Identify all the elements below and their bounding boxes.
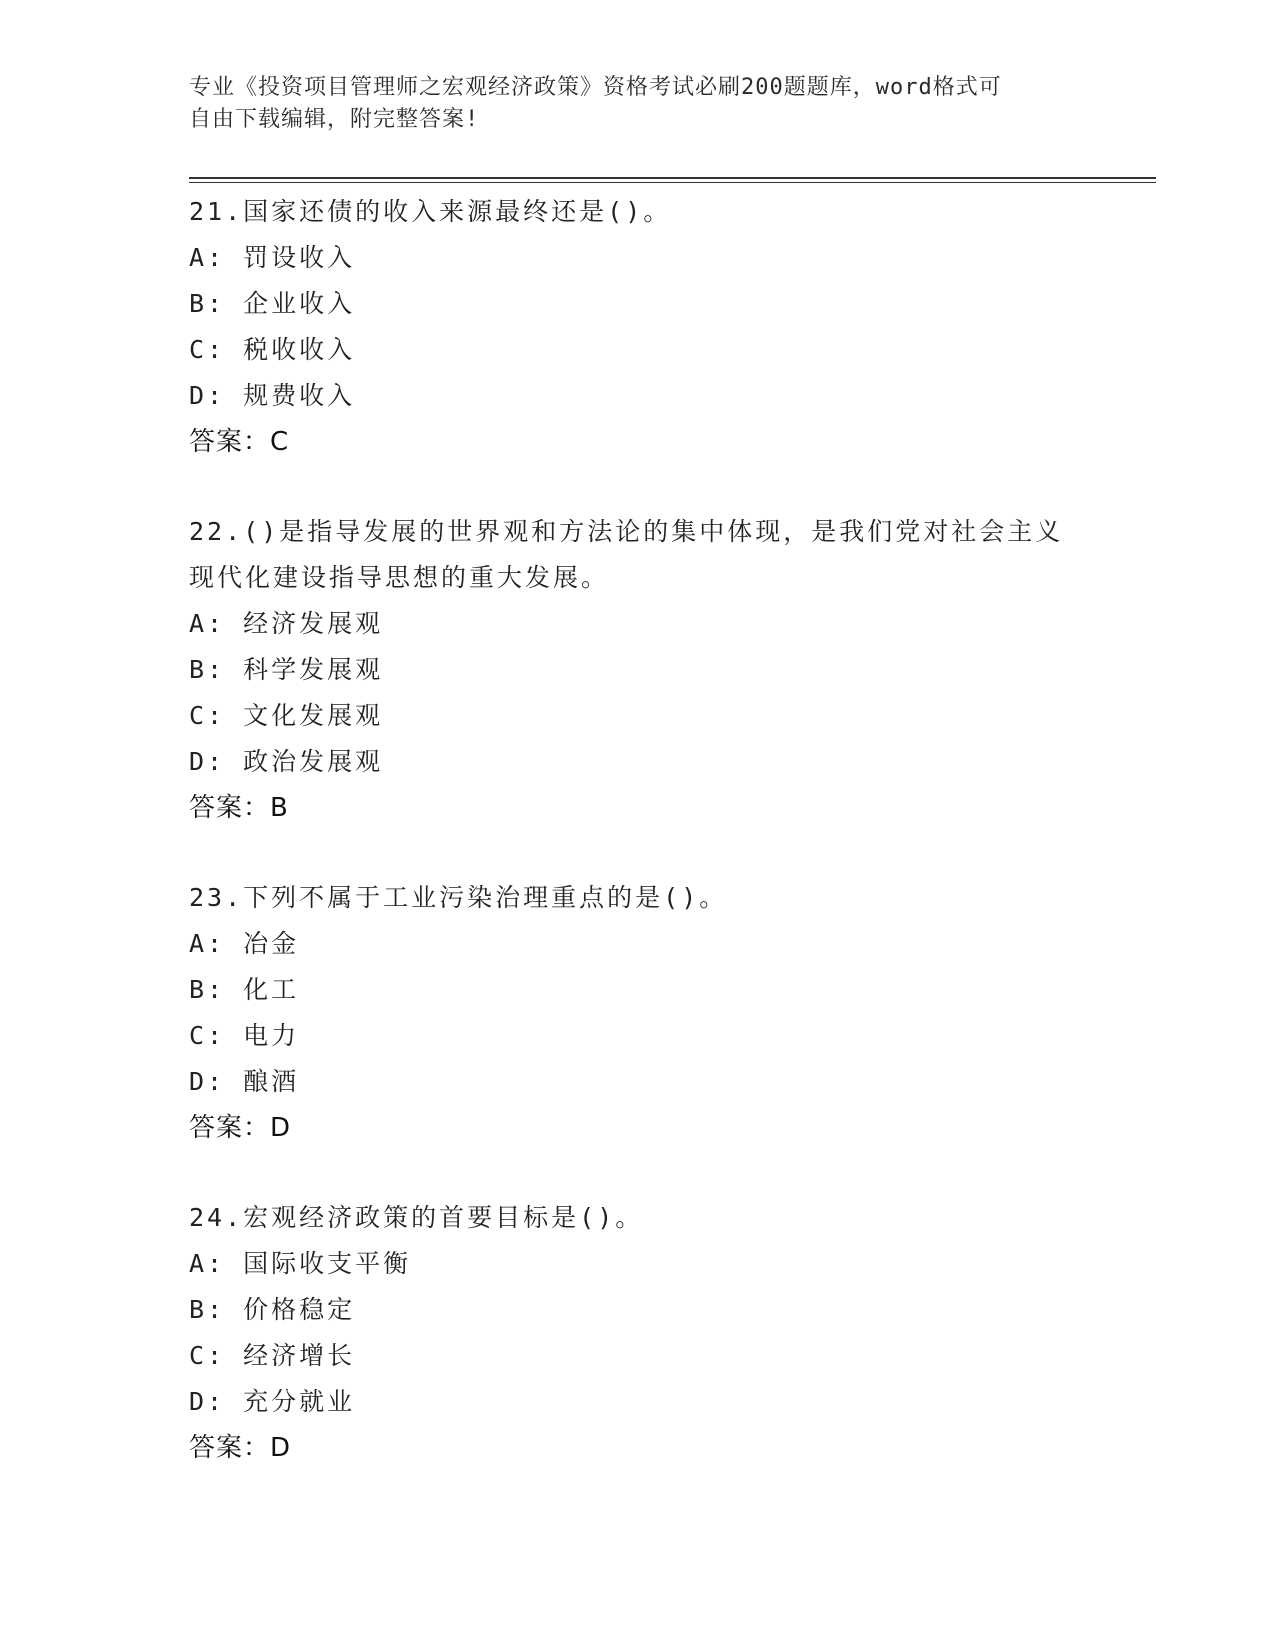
question-stem: 21.国家还债的收入来源最终还是()。 bbox=[189, 197, 672, 226]
question-23 bbox=[189, 875, 1089, 1151]
header-line-1: 专业《投资项目管理师之宏观经济政策》资格考试必刷200题题库，word格式可 bbox=[189, 75, 1002, 100]
option-a: A: 罚设收入 bbox=[189, 243, 356, 272]
header-divider-thick bbox=[189, 177, 1156, 179]
option-b: B: 企业收入 bbox=[189, 289, 356, 318]
question-24 bbox=[189, 1195, 1089, 1471]
option-b: B: 科学发展观 bbox=[189, 655, 384, 684]
option-a: A: 国际收支平衡 bbox=[189, 1249, 412, 1278]
question-21 bbox=[189, 189, 1089, 465]
header-divider-thin bbox=[189, 182, 1156, 183]
option-a: A: 经济发展观 bbox=[189, 609, 384, 638]
answer-line: 答案：D bbox=[189, 1113, 292, 1143]
question-list bbox=[189, 189, 1089, 1515]
question-stem: 24.宏观经济政策的首要目标是()。 bbox=[189, 1203, 644, 1232]
option-a: A: 冶金 bbox=[189, 929, 300, 958]
header-line-2: 自由下载编辑，附完整答案! bbox=[189, 107, 480, 132]
option-c: C: 经济增长 bbox=[189, 1341, 356, 1370]
option-b: B: 化工 bbox=[189, 975, 300, 1004]
option-b: B: 价格稳定 bbox=[189, 1295, 356, 1324]
answer-line: 答案：B bbox=[189, 793, 289, 823]
option-d: D: 充分就业 bbox=[189, 1387, 356, 1416]
option-d: D: 规费收入 bbox=[189, 381, 356, 410]
option-c: C: 税收收入 bbox=[189, 335, 356, 364]
option-d: D: 酿酒 bbox=[189, 1067, 300, 1096]
option-d: D: 政治发展观 bbox=[189, 747, 384, 776]
answer-line: 答案：C bbox=[189, 427, 290, 457]
document-header bbox=[189, 72, 1089, 136]
question-stem: 23.下列不属于工业污染治理重点的是()。 bbox=[189, 883, 728, 912]
question-stem: 22.()是指导发展的世界观和方法论的集中体现，是我们党对社会主义现代化建设指导思想的重大发展。 bbox=[189, 517, 1064, 592]
question-22 bbox=[189, 509, 1089, 831]
option-c: C: 文化发展观 bbox=[189, 701, 384, 730]
answer-line: 答案：D bbox=[189, 1433, 292, 1463]
option-c: C: 电力 bbox=[189, 1021, 300, 1050]
